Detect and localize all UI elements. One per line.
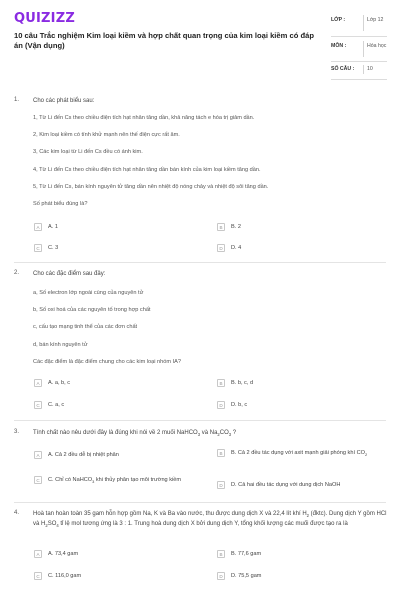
page-header xyxy=(0,0,400,84)
question-number: 4. xyxy=(14,510,20,516)
subscript: 2 xyxy=(217,432,220,438)
option-letter-box: A xyxy=(34,379,42,387)
question-text xyxy=(33,510,389,530)
option-letter-box: A xyxy=(34,550,42,558)
text-part: Hoà tan hoàn toàn 35 gam hỗn hợp gồm Na, K và Ba vào nước, thu được dung dịch X và 22,4 lít khí H xyxy=(33,511,307,517)
option-text: B. 2 xyxy=(231,224,241,230)
question-divider xyxy=(14,420,386,421)
subscript: 3 xyxy=(228,432,232,438)
option-text: C. 3 xyxy=(48,245,59,251)
count-value: 10 xyxy=(367,66,373,72)
statement: 4, Từ Li đến Cs theo chiều điện tích hạt nhân tăng dần bán kính của kim loại kiềm tăng dần. xyxy=(33,167,261,173)
class-label: LỚP : xyxy=(331,17,346,23)
option-letter-box: C xyxy=(34,572,42,580)
option-letter-box: B xyxy=(217,223,225,231)
question-number: 1. xyxy=(14,97,20,103)
question-divider xyxy=(14,502,386,503)
meta-rule xyxy=(331,36,387,37)
meta-divider xyxy=(363,15,364,31)
option-letter-box: A xyxy=(34,451,42,459)
class-value: Lớp 12 xyxy=(367,17,384,23)
option-text: B. 77,6 gam xyxy=(231,551,262,557)
statement: c, cấu tạo mạng tinh thể của các đơn chất xyxy=(33,324,138,330)
option-text xyxy=(48,477,198,485)
option-letter-box: D xyxy=(217,481,225,489)
option-letter-box: C xyxy=(34,476,42,484)
text-part: Tính chất nào nêu dưới đây là đúng khi nói về 2 muối NaHCO xyxy=(33,430,198,436)
option-letter-box: B xyxy=(217,550,225,558)
subject-label: MÔN : xyxy=(331,43,347,49)
option-text: C. 116,0 gam xyxy=(48,573,82,579)
statement: d, bán kính nguyên tử xyxy=(33,342,88,348)
option-letter-box: B xyxy=(217,379,225,387)
statement: b, Số oxi hoá của các nguyên tố trong hợp chất xyxy=(33,307,151,313)
text-part: khi thủy phân tạo môi trường kiềm xyxy=(94,477,182,483)
text-part: ? xyxy=(231,430,237,436)
subscript: 2 xyxy=(45,523,48,529)
statement: 1, Từ Li đến Cs theo chiều điện tích hạt nhân tăng dần, khả năng tách e hóa trị giảm dần. xyxy=(33,115,255,121)
option-text: D. Cả hai đều tác dụng với dung dịch NaOH xyxy=(231,482,341,488)
option-text: D. 4 xyxy=(231,245,242,251)
option-text: A. Cả 2 đều dễ bị nhiệt phân xyxy=(48,452,119,458)
question-number: 2. xyxy=(14,270,20,276)
text-part: (đktc). Dung dịch Y gồm HCl và H xyxy=(33,511,387,528)
quizizz-logo: QUIZIZZ xyxy=(14,11,75,26)
option-text: D. 75,5 gam xyxy=(231,573,262,579)
text-part: tỉ lệ mol tương ứng là 3 : 1. Trung hoà dung dịch X bởi dung dịch Y, tổng khối lượng các muối được tạo ra là xyxy=(58,521,348,528)
option-text: B. b, c, d xyxy=(231,380,254,386)
option-letter-box: B xyxy=(217,449,225,457)
subject-value: Hóa học xyxy=(367,43,387,49)
question-text: Cho các đặc điểm sau đây: xyxy=(33,271,106,277)
option-letter-box: D xyxy=(217,401,225,409)
meta-divider xyxy=(363,65,364,74)
subscript: 2 xyxy=(306,513,310,519)
option-letter-box: D xyxy=(217,572,225,580)
subscript: 3 xyxy=(92,479,95,485)
text-part: và Na xyxy=(200,430,218,436)
option-text: C. a, c xyxy=(48,402,65,408)
text-part: CO xyxy=(219,430,229,436)
question-divider xyxy=(14,262,386,263)
question-text xyxy=(33,429,388,439)
option-text: A. a, b, c xyxy=(48,380,71,386)
subscript: 4 xyxy=(56,523,59,529)
count-label: SỐ CÂU : xyxy=(331,66,355,72)
option-text: A. 73,4 gam xyxy=(48,551,79,557)
option-text xyxy=(231,450,381,458)
statement: 5, Từ Li đến Cs, bán kính nguyên tử tăng dần nên nhiệt độ nóng chảy và nhiệt độ sôi tăng dần. xyxy=(33,184,269,190)
statement: Các đặc điểm là đặc điểm chung cho các kim loại nhóm IA? xyxy=(33,359,181,365)
statement: a, Số electron lớp ngoài cùng của nguyên tử xyxy=(33,290,144,296)
question-number: 3. xyxy=(14,429,20,435)
question-text: Cho các phát biểu sau: xyxy=(33,98,95,104)
page-title: 10 câu Trắc nghiệm Kim loại kiềm và hợp chất quan trọng của kim loại kiềm có đáp án (Vận dụng) xyxy=(14,31,314,50)
text-part: C. Chỉ có NaHCO xyxy=(48,477,93,483)
subscript: 3 xyxy=(197,432,201,438)
option-text: A. 1 xyxy=(48,224,58,230)
statement: 2, Kim loại kiềm có tính khử mạnh nên thế điện cực rất âm. xyxy=(33,132,180,138)
option-text: D. b, c xyxy=(231,402,248,408)
option-letter-box: C xyxy=(34,244,42,252)
text-part: B. Cả 2 đều tác dụng với axit mạnh giải phóng khí CO xyxy=(231,450,365,456)
option-letter-box: C xyxy=(34,401,42,409)
meta-divider xyxy=(363,41,364,57)
meta-rule xyxy=(331,61,387,62)
text-part: SO xyxy=(47,521,57,528)
statement: Số phát biểu đúng là? xyxy=(33,201,88,207)
option-letter-box: A xyxy=(34,223,42,231)
option-letter-box: D xyxy=(217,244,225,252)
statement: 3, Các kim loại từ Li đến Cs đều có ánh kim. xyxy=(33,149,143,155)
subscript: 2 xyxy=(364,452,368,458)
meta-rule xyxy=(331,79,387,80)
